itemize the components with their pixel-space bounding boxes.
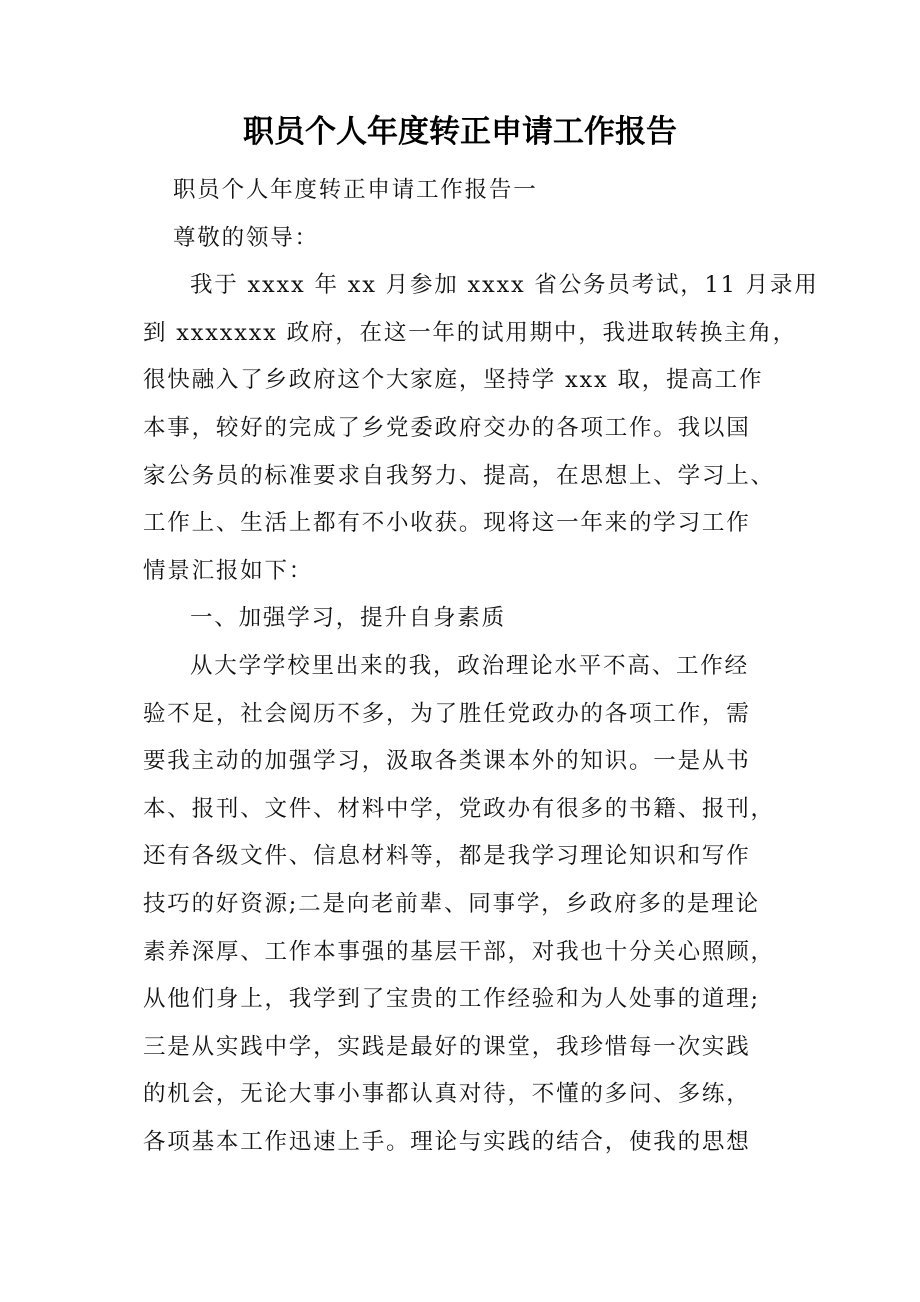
paragraph-line: 技巧的好资源;二是向老前辈、同事学，乡政府多的是理论: [143, 891, 760, 917]
paragraph-line: 从他们身上，我学到了宝贵的工作经验和为人处事的道理;: [143, 986, 760, 1013]
paragraph-line: 本事，较好的完成了乡党委政府交办的各项工作。我以国: [143, 415, 751, 441]
paragraph-line: 到 xxxxxxx 政府，在这一年的试用期中，我进取转换主角，: [143, 319, 797, 346]
paragraph-line: 工作上、生活上都有不小收获。现将这一年来的学习工作: [143, 510, 751, 537]
paragraph-line: 家公务员的标准要求自我努力、提高，在思想上、学习上、: [143, 462, 775, 489]
paragraph-line: 我于 xxxx 年 xx 月参加 xxxx 省公务员考试，11 月录用: [190, 272, 819, 299]
paragraph-line: 各项基本工作迅速上手。理论与实践的结合，使我的思想: [143, 1129, 751, 1155]
paragraph-line: 一、加强学习，提升自身素质: [190, 605, 506, 632]
document-heading-line: 职员个人年度转正申请工作报告一: [173, 177, 538, 203]
paragraph-line: 的机会，无论大事小事都认真对待，不懂的多问、多练，: [143, 1081, 751, 1108]
paragraph-line: 从大学学校里出来的我，政治理论水平不高、工作经: [190, 653, 749, 679]
paragraph-line: 还有各级文件、信息材料等，都是我学习理论知识和写作: [143, 843, 751, 870]
paragraph-line: 三是从实践中学，实践是最好的课堂，我珍惜每一次实践: [143, 1033, 751, 1060]
paragraph-line: 很快融入了乡政府这个大家庭，坚持学 xxx 取，提高工作: [143, 367, 764, 394]
paragraph-line: 素养深厚、工作本事强的基层干部，对我也十分关心照顾，: [143, 938, 775, 965]
paragraph-line: 要我主动的加强学习，汲取各类课本外的知识。一是从书: [143, 748, 751, 775]
document-title: 职员个人年度转正申请工作报告: [243, 114, 677, 150]
paragraph-line: 情景汇报如下：: [143, 557, 314, 584]
paragraph-line: 本、报刊、文件、材料中学，党政办有很多的书籍、报刊，: [143, 795, 775, 822]
document-heading-line: 尊敬的领导：: [173, 224, 319, 251]
paragraph-line: 验不足，社会阅历不多，为了胜任党政办的各项工作，需: [143, 700, 751, 727]
